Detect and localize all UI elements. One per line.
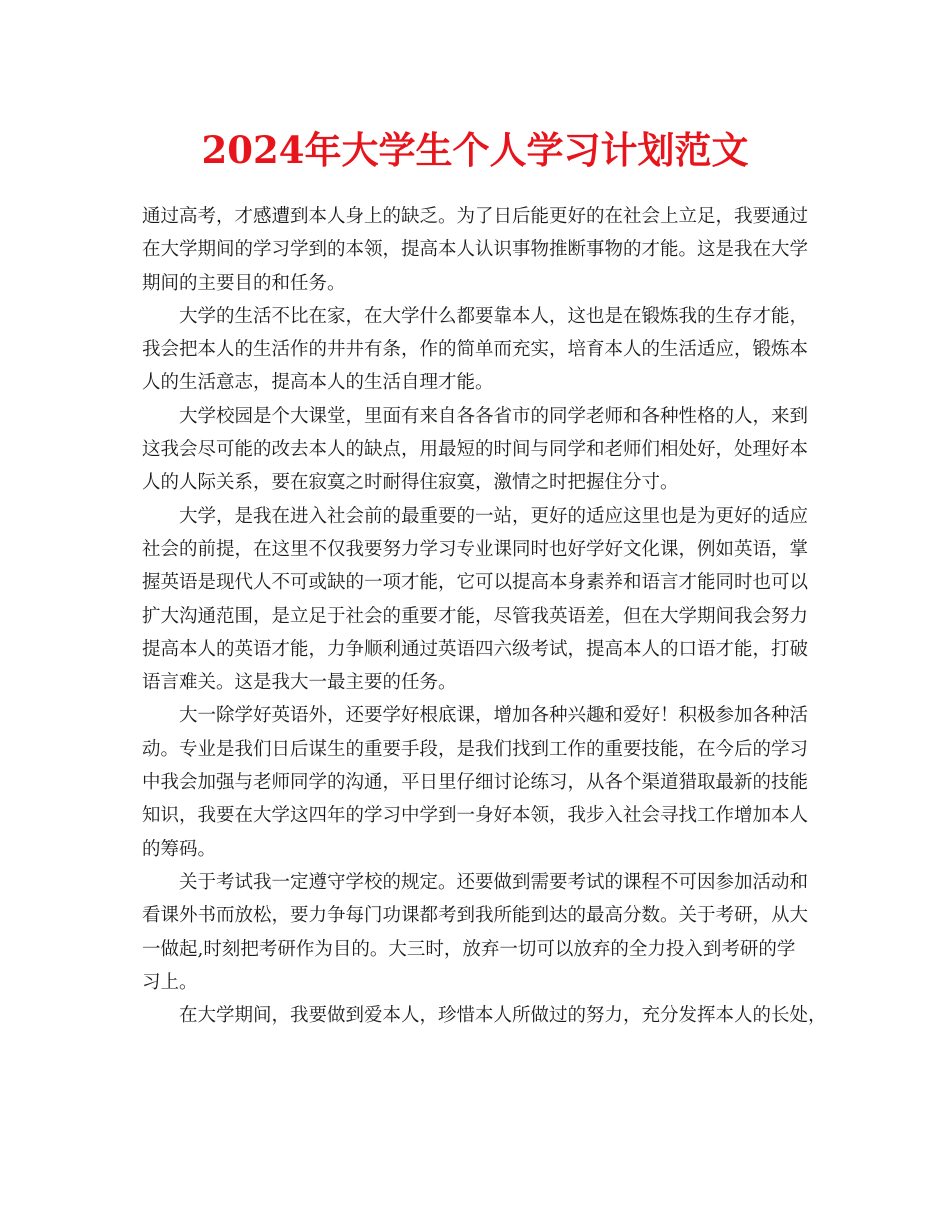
- body-text-line: 这我会尽可能的改去本人的缺点，用最短的时间与同学和老师们相处好，处理好本: [142, 439, 809, 461]
- body-text-line: 知识，我要在大学这四年的学习中学到一身好本领，我步入社会寻找工作增加本人: [142, 805, 809, 827]
- body-text-line: 中我会加强与老师同学的沟通，平日里仔细讨论练习，从各个渠道猎取最新的技能: [142, 772, 809, 794]
- body-text-line: 大一除学好英语外，还要学好根底课，增加各种兴趣和爱好！积极参加各种活: [179, 705, 809, 727]
- body-text-line: 大学，是我在进入社会前的最重要的一站，更好的适应这里也是为更好的适应: [179, 505, 809, 527]
- body-text-line: 人的人际关系，要在寂寞之时耐得住寂寞，激情之时把握住分寸。: [142, 472, 679, 494]
- document-title: 2024年大学生个人学习计划范文: [201, 128, 749, 172]
- body-text-line: 习上。: [142, 971, 198, 993]
- body-text-line: 在大学期间，我要做到爱本人，珍惜本人所做过的努力，充分发挥本人的长处，: [179, 1005, 827, 1027]
- body-text-line: 大学的生活不比在家，在大学什么都要靠本人，这也是在锻炼我的生存才能，: [179, 305, 809, 327]
- body-text-line: 扩大沟通范围，是立足于社会的重要才能，尽管我英语差，但在大学期间我会努力: [142, 605, 809, 627]
- body-text-line: 关于考试我一定遵守学校的规定。还要做到需要考试的课程不可因参加活动和: [179, 871, 809, 893]
- body-text-line: 一做起,时刻把考研作为目的。大三时，放弃一切可以放弃的全力投入到考研的学: [142, 938, 796, 960]
- body-text-line: 语言难关。这是我大一最主要的任务。: [142, 672, 457, 694]
- body-text-line: 通过高考，才感遭到本人身上的缺乏。为了日后能更好的在社会上立足，我要通过: [142, 206, 809, 227]
- body-text-line: 大学校园是个大课堂，里面有来自各各省市的同学老师和各种性格的人，来到: [179, 405, 809, 427]
- body-text-line: 握英语是现代人不可或缺的一项才能，它可以提高本身素养和语言才能同时也可以: [142, 572, 809, 594]
- body-text-line: 人的生活意志，提高本人的生活自理才能。: [142, 372, 494, 394]
- body-text-line: 我会把本人的生活作的井井有条，作的简单而充实，培育本人的生活适应，锻炼本: [142, 339, 809, 361]
- body-text-line: 看课外书而放松，要力争每门功课都考到我所能到达的最高分数。关于考研，从大: [142, 905, 809, 927]
- body-text-line: 的筹码。: [142, 838, 217, 860]
- body-text-line: 动。专业是我们日后谋生的重要手段，是我们找到工作的重要技能，在今后的学习: [142, 738, 809, 760]
- body-text-line: 提高本人的英语才能，力争顺利通过英语四六级考试，提高本人的口语才能，打破: [142, 638, 809, 660]
- body-text-line: 期间的主要目的和任务。: [142, 272, 346, 294]
- document-body: [142, 200, 827, 1032]
- body-text-line: 在大学期间的学习学到的本领，提高本人认识事物推断事物的才能。这是我在大学: [142, 239, 809, 261]
- body-text-line: 社会的前提，在这里不仅我要努力学习专业课同时也好学好文化课，例如英语，掌: [142, 538, 809, 560]
